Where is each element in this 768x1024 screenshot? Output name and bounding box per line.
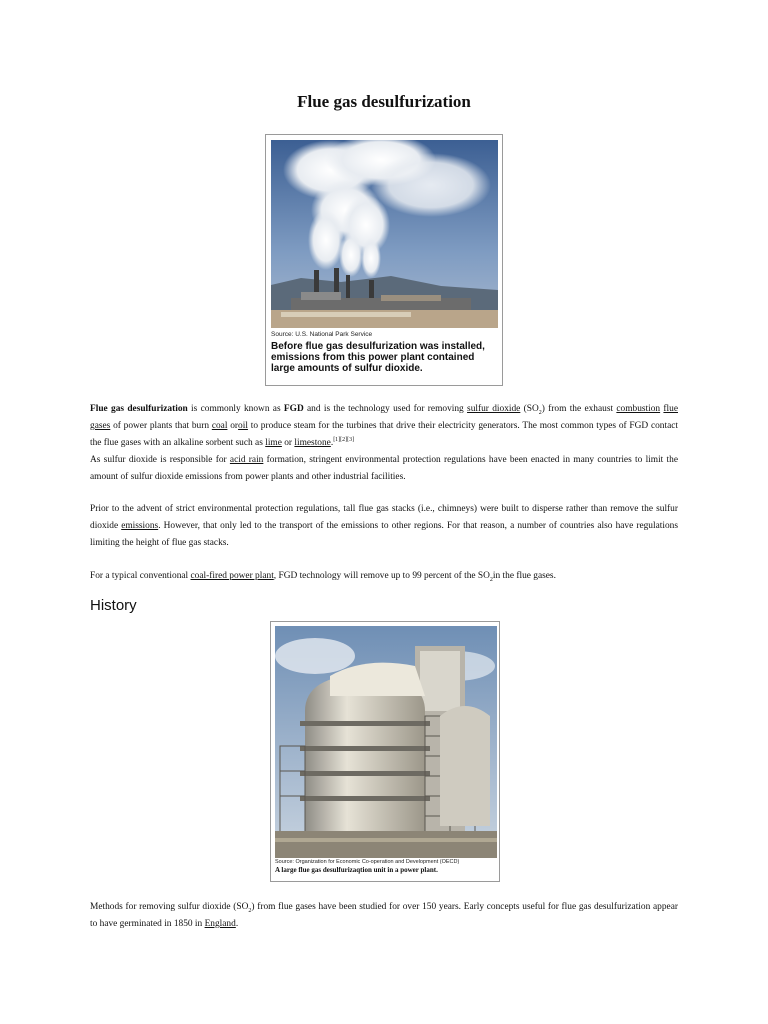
figure2-caption: A large flue gas desulfurizaqtion unit in a power plant.	[275, 866, 438, 874]
flue-gas-stacks-paragraph: Prior to the advent of strict environmental protection regulations, tall flue gas stacks (i.e., chimneys) were built to disperse rather than remove the sulfur dioxide emissions. However, that only led to the transport of the emissions to other regions. For that reason, a number of countries also have regulations limiting the height of flue gas stacks.	[90, 504, 678, 548]
intro-paragraph: Flue gas desulfurization is commonly known as FGD and is the technology used for removing sulfur dioxide $(SO_2)$ from the exhaust combustion flue gases of power plants that burn coal oroil to produce steam for the turbines that drive their electricity generators. The most common types of FGD contact the flue gases with an alkaline sorbent such as lime or limestone.[1][2][3]	[90, 404, 679, 448]
figure2-credit: Source: Organization for Economic Co-operation and Development (OECD)	[275, 859, 460, 865]
removal-rate-paragraph: For a typical conventional coal-fired power plant, FGD technology will remove up to 99 percent of the $SO_2in$ the flue gases.	[90, 571, 556, 583]
link-oil[interactable]: oil	[238, 421, 248, 431]
link-combustion[interactable]: combustion	[616, 404, 661, 414]
figure-fgd-unit	[270, 621, 500, 882]
history-paragraph: Methods for removing sulfur dioxide $(SO_2)$ from flue gases have been studied for over 150 years. Early concepts useful for flue gas desulfurization appear to have germinated in 1850 in England.	[90, 902, 678, 929]
link-lime[interactable]: lime	[265, 438, 282, 448]
history-heading: History	[90, 597, 137, 614]
page-title: Flue gas desulfurization	[297, 92, 471, 111]
power-plant-smokestacks-photo	[271, 140, 498, 328]
link-coal[interactable]: coal	[211, 421, 228, 431]
link-limestone[interactable]: limestone	[294, 438, 331, 448]
figure-power-plant-emissions	[265, 134, 503, 386]
link-england[interactable]: England	[204, 919, 236, 929]
link-sulfur-dioxide[interactable]: sulfur dioxide	[467, 404, 521, 414]
link-acid-rain[interactable]: acid rain	[229, 455, 264, 465]
link-coal-fired-power-plant[interactable]: coal-fired power plant	[190, 571, 274, 581]
reference-links[interactable]: [1][2][3]	[333, 436, 355, 443]
figure1-credit: Source: U.S. National Park Service	[271, 331, 373, 338]
figure1-caption: Before flue gas desulfurization was installed, emissions from this power plant contained large amounts of sulfur dioxide.	[271, 341, 485, 374]
acid-rain-paragraph: As sulfur dioxide is responsible for acid rain formation, stringent environmental protection regulations have been enacted in many countries to limit the amount of sulfur dioxide emissions from power plants and other industrial facilities.	[90, 455, 678, 482]
fgd-unit-photo	[275, 626, 497, 858]
link-emissions[interactable]: emissions	[121, 521, 159, 531]
link-flue-gases[interactable]: flue gases	[90, 404, 678, 431]
